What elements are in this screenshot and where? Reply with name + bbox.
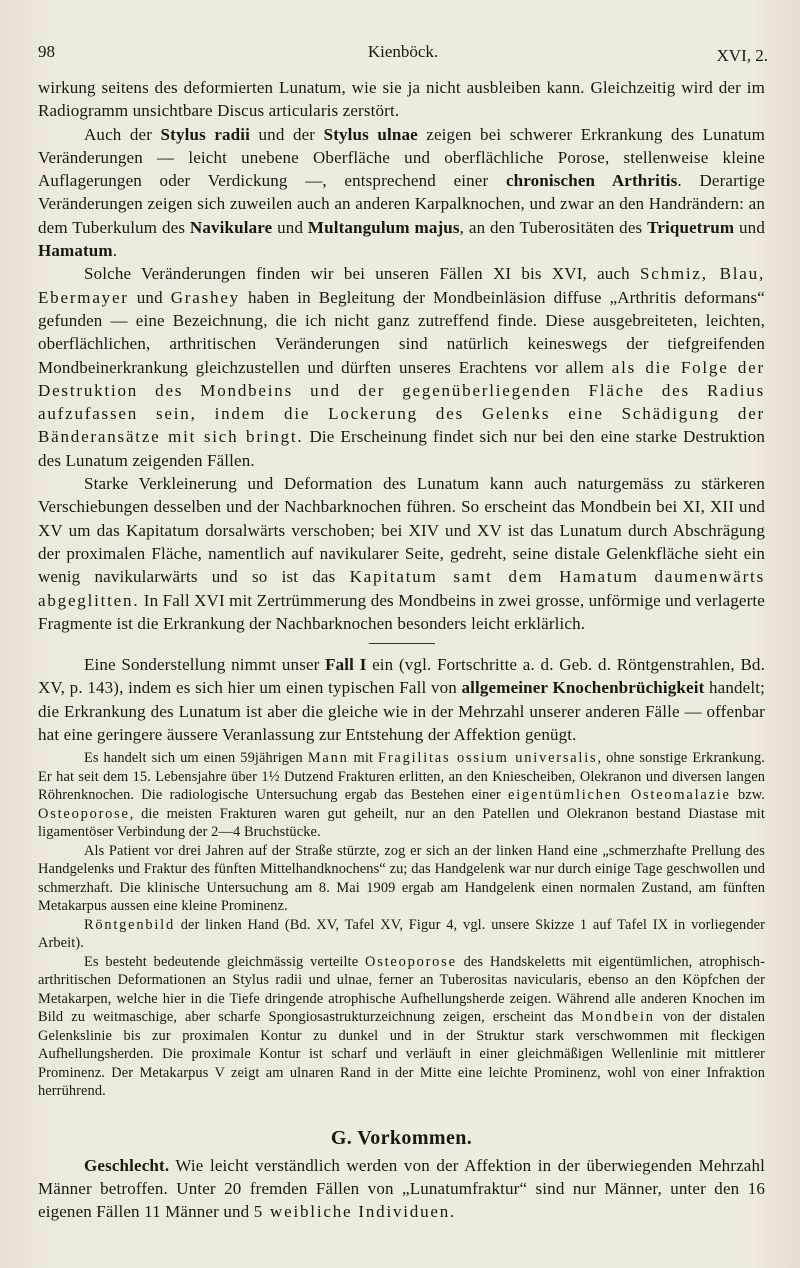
spaced-text: Fragilitas ossium universalis [378,750,598,767]
spaced-text: 5 weibliche Individuen [253,1202,451,1222]
text-span: Wie leicht verständlich werden von der Affektion in der überwiegenden Mehrzahl Männer betroffen. Unter 20 fremden Fällen von „Lunatumfraktur“ sind nur Männer, unter den 16 eigenen Fällen 11 Männer und [38,1155,765,1222]
text-span: . Derartige Veränderungen zeigen sich zuweilen auch an anderen Karpalknochen, und zwar an den Handrändern: an dem Tuberkulum des [38,171,765,237]
bold-term: Hamatum [38,241,113,261]
spaced-text: Mondbein [581,1009,655,1026]
paragraph-verkleinerung [38,472,765,635]
spaced-text: Kapitatum samt dem Hamatum daumenwärts abgeglitten. [38,567,765,610]
paragraph-stylus [38,123,765,263]
text-span: . [450,1202,455,1222]
bold-term: allgemeiner Knochenbrüchigkeit [461,678,705,698]
text-span: Auch der [84,124,161,144]
text-span: von der distalen Gelenkslinie bis zur proximalen Kontur zu dunkel und in der Struktur stark verschwommen mit fleckigen Aufhellungsherden. Die proximale Kontur ist scharf und verläuft in einer gleichmäßigen Wellenlinie mit mittlerer Prominenz. Der Metakarpus V zeigt am ulnaren Rand in der Mitte eine leichte Prominenz, wohl von einer Infraktion herrührend. [38,1009,765,1100]
text-span: In Fall XVI mit Zertrümmerung des Mondbeins in zwei grosse, unförmige und verlagerte Fragmente ist die Erkrankung der Nachbarknochen besonders leicht erklärlich. [38,590,765,633]
spaced-text: Schmiz, Blau, Ebermayer [38,264,766,307]
running-header [38,40,768,64]
volume-label: XVI, 2. [716,46,768,65]
case-report [38,749,765,1101]
bold-term: chronischen Arthritis [505,171,678,191]
bold-term: Multangulum majus [307,217,460,237]
text-span: . [112,241,118,261]
text-span: und [272,217,308,237]
bold-term: Fall I [325,655,367,675]
text-span: handelt; die Erkrankung des Lunatum ist aber die gleiche wie in der Mehrzahl unserer anderen Fälle — offenbar hat eine geringere äussere Veranlassung zur Entstehung der Affektion genügt. [38,678,765,745]
text-span: der linken Hand (Bd. XV, Tafel XV, Figur 4, vgl. unsere Skizze 1 auf Tafel IX in vorliegender Arbeit). [38,916,765,952]
bold-term: Geschlecht. [84,1155,170,1175]
text-span: und der [250,124,324,144]
bold-term: Navikulare [189,217,273,237]
spaced-text: Röntgenbild [84,916,175,933]
text-span: bzw. [730,787,765,804]
text-span: des Handskeletts mit eigentümlichen, atrophisch-arthritischen Deformationen an Stylus radii und ulnae, ferner an Tuberositas navicularis, ebenso an den Köpfchen der Metakarpen, welche hier in die Tiefe dringende atrophische Aufhellungsherde zeigen. Während alle anderen Knochen im Bild zu weitmaschige, aber scharfe Spongiosastrukturzeichnung zeigen, erscheint das [38,953,765,1026]
spaced-text: eigentümlichen Osteomalazie [508,787,731,804]
spaced-text: Osteoporose [38,805,130,822]
text-span: haben in Begleitung der Mondbeinläsion diffuse „Arthritis deformans“ gefunden — eine Bezeichnung, die ich nicht ganz zutreffend finde. Diese ausgebreiteten, leichten, oberflächlichen, arthritischen Veränderungen sind natürlich keineswegs der tiefgreifenden Mondbeinerkrankung gleichzustellen und dürften unseres Erachtens vor allem [38,287,766,377]
spaced-text: Grashey [170,287,240,307]
text-span: , ohne sonstige Erkrankung. Er hat seit dem 15. Lebensjahre über 1½ Dutzend Frakturen erlitten, an den Kniescheiben, Olekranon und diversen langen Röhrenknochen. Die radiologische Untersuchung ergab das Bestehen einer [38,750,765,804]
text-span: Starke Verkleinerung und Deformation des Lunatum kann auch naturgemäss zu stärkeren Verschiebungen desselben und der Nachbarknochen führen. So erscheint das Mondbein bei XI, XII und XV um das Kapitatum dorsalwärts verschoben; bei XIV und XV ist das Lunatum durch Abschrägung der proximalen Fläche, namentlich auf navikularer Seite, gedreht, seine distale Gelenkfläche sieht ein wenig navikularwärts und so ist das [38,474,765,587]
paragraph-continuation: wirkung seitens des deformierten Lunatum, wie sie ja nicht ausbleiben kann. Gleichzeitig wird der im Radiogramm unsichtbare Discus articularis zerstört. [38,78,765,121]
bold-term: Stylus ulnae [323,124,418,144]
text-span: Solche Veränderungen finden wir bei unseren Fällen XI bis XVI, auch [84,264,640,284]
text-span: mit [348,750,379,767]
paragraph-veraenderungen [38,262,765,472]
text-span: Die Erscheinung findet sich nur bei den eine starke Destruktion des Lunatum zeigenden Fällen. [38,427,765,470]
page-number: 98 [38,42,55,61]
divider-rule [369,643,435,644]
section-heading: G. Vorkommen. [330,1126,473,1149]
bold-term: Stylus radii [160,124,251,144]
spaced-text: Mann [307,750,349,767]
spaced-text: Osteoporose [365,953,457,970]
text-span: , an den Tuberositäten des [459,217,648,237]
case-paragraph [38,953,765,1101]
text-span: Es handelt sich um einen 59jährigen [84,750,308,767]
case-paragraph [38,749,765,842]
bold-term: Triquetrum [647,217,735,237]
text-span: zeigen bei schwerer Erkrankung des Lunatum Veränderungen — leicht unebene Oberfläche und oberflächliche Porose, stellenweise kleine Auflagerungen oder Verdickung —, entsprechend einer [38,124,766,191]
text-span: , die meisten Frakturen waren gut geheilt, nur an den Patellen und Olekranon bestand Diastase mit ligamentöser Verbindung der 2—4 Bruchstücke. [38,805,765,841]
case-paragraph: Als Patient vor drei Jahren auf der Straße stürzte, zog er sich an der linken Hand eine „schmerzhafte Prellung des Handgelenks und Fraktur des fünften Mittelhandknochens“ zu; das Handgelenk war nur durch einige Tage geschwollen und schmerzhaft. Die klinische Untersuchung am 8. Mai 1909 ergab am Handgelenk einen normalen Zustand, am fünften Metakarpus aussen eine kleine Prominenz. [38,842,765,915]
text-span: und [734,217,765,237]
text-span: und [128,287,171,307]
text-span: Eine Sonderstellung nimmt unser [84,655,326,675]
body-text [38,76,765,1224]
spaced-text: als die Folge der Destruktion des Mondbeins und der gegenüberliegenden Fläche des Radius aufzufassen sein, indem die Lockerung des Gelenks eine Schädigung der Bänderansätze mit sich bringt. [38,357,765,447]
case-paragraph [38,916,765,953]
paragraph-geschlecht [38,1154,765,1224]
text-span: ein (vgl. Fortschritte a. d. Geb. d. Röntgenstrahlen, Bd. XV, p. 143), indem es sich hier um einen typischen Fall von [38,655,765,698]
running-title: Kienböck. [367,42,439,61]
text-span: Es besteht bedeutende gleichmässig verteilte [84,953,366,970]
paragraph-fall-one [38,653,765,746]
